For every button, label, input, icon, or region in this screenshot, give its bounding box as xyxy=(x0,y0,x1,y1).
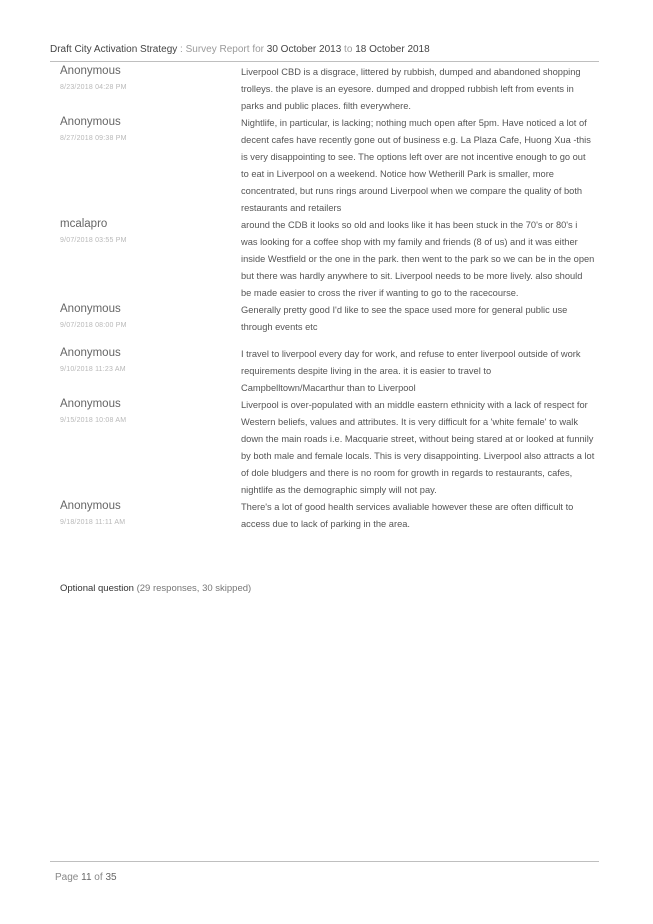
page-header xyxy=(50,44,600,55)
response-timestamp: 8/27/2018 09:38 PM xyxy=(60,135,127,142)
response-author-block xyxy=(60,346,241,397)
page-number: 11 xyxy=(81,872,92,883)
response-timestamp: 9/07/2018 08:00 PM xyxy=(60,322,127,329)
header-prefix: Survey Report for xyxy=(185,44,267,55)
response-author-block xyxy=(60,64,241,115)
respondent-name: Anonymous xyxy=(60,500,121,512)
response-row xyxy=(60,302,595,336)
optional-question-summary xyxy=(60,583,251,594)
response-list xyxy=(60,64,595,533)
response-timestamp: 9/18/2018 11:11 AM xyxy=(60,519,126,526)
response-text: Liverpool CBD is a disgrace, littered by rubbish, dumped and abandoned shopping trolleys. the plave is an eyesore. dumped and dropped rubbish left from events in parks and public places. filth everywhere. xyxy=(241,67,581,111)
header-separator: : xyxy=(177,44,186,55)
page-total: 35 xyxy=(105,872,117,883)
response-author-block xyxy=(60,217,241,302)
page-of-label: of xyxy=(91,872,106,883)
respondent-name: Anonymous xyxy=(60,65,121,77)
date-from: 30 October 2013 xyxy=(266,44,342,55)
response-author-block xyxy=(60,397,241,499)
report-title: Draft City Activation Strategy xyxy=(50,44,178,55)
respondent-name: Anonymous xyxy=(60,303,121,315)
response-text: Generally pretty good I'd like to see the space used more for general public use through events etc xyxy=(241,305,568,332)
optional-question-label: Optional question xyxy=(60,583,134,594)
response-timestamp: 8/23/2018 04:28 PM xyxy=(60,84,127,91)
header-divider xyxy=(50,61,599,62)
response-text: There's a lot of good health services avaliable however these are often difficult to access due to lack of parking in the area. xyxy=(241,502,574,529)
response-author-block xyxy=(60,499,241,533)
response-row xyxy=(60,397,595,499)
footer-divider xyxy=(50,861,599,862)
optional-question-counts: (29 responses, 30 skipped) xyxy=(133,583,252,594)
response-text: Liverpool is over-populated with an middle eastern ethnicity with a lack of respect for Western beliefs, values and attributes. It is very difficult for a 'white female' to walk down the main roads i.e. Macquarie street, without being stared at or looked at funnily by both male and female locals. This is very disappointing. Liverpool also attracts a lot of dole bludgers and there is no room for growth in regards to restaurants, cafes, nightlife as the demographic simply will not pay. xyxy=(241,400,595,495)
page-label: Page xyxy=(55,872,82,883)
response-row xyxy=(60,115,595,217)
response-row xyxy=(60,217,595,302)
header-to: to xyxy=(341,44,356,55)
response-row xyxy=(60,499,595,533)
response-row xyxy=(60,346,595,397)
respondent-name: Anonymous xyxy=(60,398,121,410)
response-author-block xyxy=(60,302,241,336)
response-timestamp: 9/15/2018 10:08 AM xyxy=(60,417,127,424)
response-row xyxy=(60,64,595,115)
respondent-name: mcalapro xyxy=(60,218,108,230)
response-timestamp: 9/10/2018 11:23 AM xyxy=(60,366,126,373)
page-footer xyxy=(55,872,117,883)
respondent-name: Anonymous xyxy=(60,116,121,128)
response-text: I travel to liverpool every day for work, and refuse to enter liverpool outside of work requirements despite living in the area. it is easier to travel to Campbelltown/Macarthur than to Liverpool xyxy=(241,349,581,393)
respondent-name: Anonymous xyxy=(60,347,121,359)
response-timestamp: 9/07/2018 03:55 PM xyxy=(60,237,127,244)
response-text: around the CDB it looks so old and looks like it has been stuck in the 70's or 80's i was looking for a coffee shop with my family and friends (8 of us) and it was either inside Westfield or the one in the park. then went to the park so we can be in the open but there was hardly anywhere to sit. Liverpool needs to be more lively. also should be made easier to cross the river if wanting to go to the racecourse. xyxy=(241,220,595,298)
response-text: Nightlife, in particular, is lacking; nothing much open after 5pm. Have noticed a lot of decent cafes have recently gone out of business e.g. La Plaza Cafe, Huong Xua -this is very disappointing to see. The options left over are not incentive enough to go out to eat in Liverpool on a weekend. Notice how Wetherill Park is smaller, more concentrated, but runs rings around Liverpool when we compare the quality of both restaurants and retailers xyxy=(241,118,591,213)
date-to: 18 October 2018 xyxy=(355,44,430,55)
response-author-block xyxy=(60,115,241,217)
